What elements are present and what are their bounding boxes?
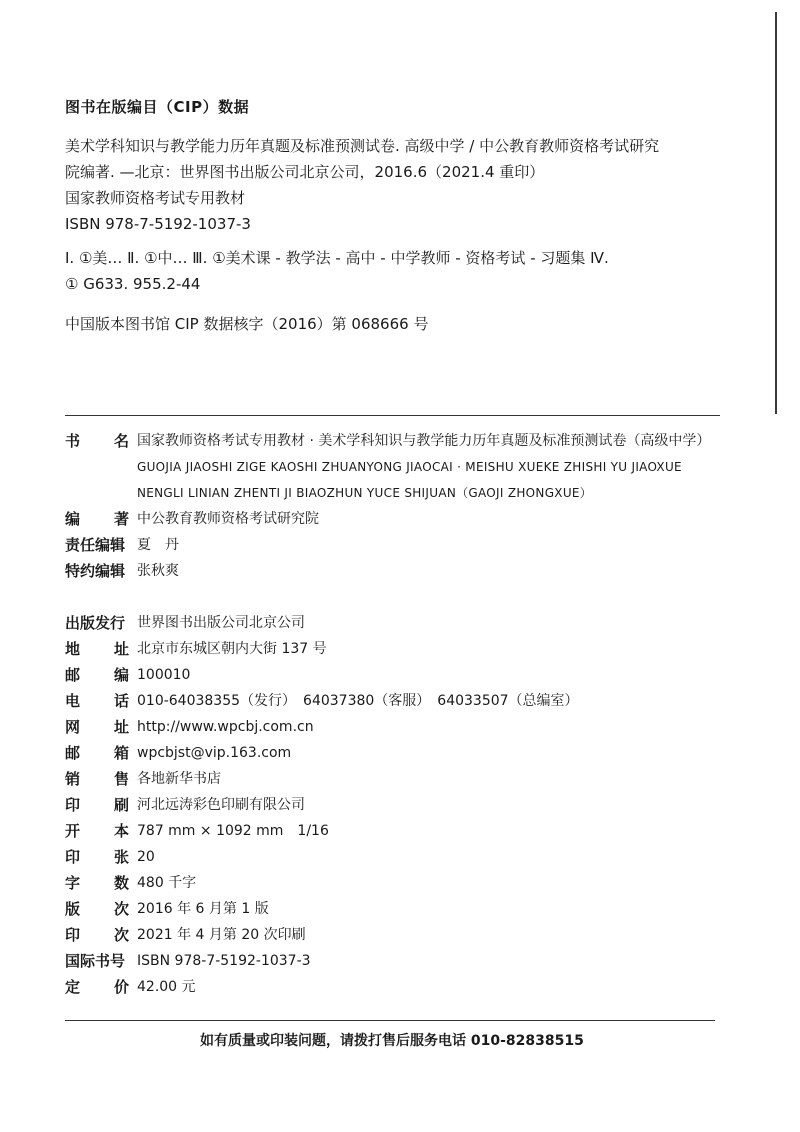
info-value: 42.00 元 — [137, 979, 196, 995]
info-value: 787 mm × 1092 mm 1/16 — [137, 823, 329, 839]
cip-line: ISBN 978-7-5192-1037-3 — [65, 215, 251, 233]
info-value: 中公教育教师资格考试研究院 — [137, 511, 319, 527]
info-row-printer — [65, 792, 765, 818]
info-row-email — [65, 740, 765, 766]
info-label: 邮 箱 — [65, 744, 129, 762]
info-value: 夏 丹 — [137, 537, 179, 553]
info-row-words — [65, 870, 765, 896]
cip-line: 国家教师资格考试专用教材 — [65, 189, 246, 207]
info-label: 邮 编 — [65, 666, 129, 684]
cip-line: ① G633. 955.2-44 — [65, 275, 201, 293]
info-label: 版 次 — [65, 900, 129, 918]
cip-line: Ⅰ. ①美… Ⅱ. ①中… Ⅲ. ①美术课 - 教学法 - 高中 - 中学教师 - 资格考试 - 习题集 Ⅳ. — [65, 249, 609, 267]
book-title-pinyin: NENGLI LINIAN ZHENTI JI BIAOZHUN YUCE SHIJUAN（GAOJI ZHONGXUE） — [137, 486, 593, 500]
info-row-publisher — [65, 610, 765, 636]
cip-block — [65, 96, 755, 337]
info-row-postcode — [65, 662, 765, 688]
info-row-price — [65, 974, 765, 1000]
info-label: 印 次 — [65, 926, 129, 944]
info-row-special-editor — [65, 558, 765, 584]
info-value: 张秋爽 — [137, 563, 179, 579]
info-label: 书 名 — [65, 432, 129, 450]
divider-bottom — [65, 1020, 715, 1021]
info-row-sales — [65, 766, 765, 792]
info-value: 各地新华书店 — [137, 771, 221, 787]
info-value: http://www.wpcbj.com.cn — [137, 719, 314, 735]
right-edge-rule — [775, 12, 777, 414]
info-label: 编 著 — [65, 510, 129, 528]
info-label: 印 张 — [65, 848, 129, 866]
info-label: 定 价 — [65, 978, 129, 996]
info-label: 网 址 — [65, 718, 129, 736]
service-hotline-notice: 如有质量或印装问题，请拨打售后服务电话 010-82838515 — [200, 1033, 584, 1049]
info-row-edition — [65, 896, 765, 922]
info-value: 20 — [137, 849, 155, 865]
info-row-book-name — [65, 428, 765, 506]
info-row-author — [65, 506, 765, 532]
cip-line: 院编著. —北京：世界图书出版公司北京公司，2016.6（2021.4 重印） — [65, 163, 545, 181]
info-label: 印 刷 — [65, 796, 129, 814]
info-label: 销 售 — [65, 770, 129, 788]
info-value: 2016 年 6 月第 1 版 — [137, 901, 269, 917]
info-label: 电 话 — [65, 692, 129, 710]
info-row-format — [65, 818, 765, 844]
cip-line: 中国版本图书馆 CIP 数据核字（2016）第 068666 号 — [65, 315, 429, 333]
info-value — [137, 428, 765, 506]
info-value: 北京市东城区朝内大街 137 号 — [137, 641, 327, 657]
info-row-phone — [65, 688, 765, 714]
cip-title: 图书在版编目（CIP）数据 — [65, 98, 250, 116]
info-label: 出版发行 — [65, 614, 126, 632]
info-row-isbn — [65, 948, 765, 974]
info-value: 010-64038355（发行） 64037380（客服） 64033507（总编室） — [137, 693, 579, 709]
info-value: ISBN 978-7-5192-1037-3 — [137, 953, 311, 969]
info-value: 480 千字 — [137, 875, 197, 891]
book-title: 国家教师资格考试专用教材 · 美术学科知识与教学能力历年真题及标准预测试卷（高级中学） — [137, 433, 711, 449]
info-value: 100010 — [137, 667, 191, 683]
info-row-address — [65, 636, 765, 662]
info-value: 2021 年 4 月第 20 次印刷 — [137, 927, 306, 943]
book-title-pinyin: GUOJIA JIAOSHI ZIGE KAOSHI ZHUANYONG JIAOCAI · MEISHU XUEKE ZHISHI YU JIAOXUE — [137, 460, 682, 474]
info-label: 国际书号 — [65, 952, 126, 970]
info-value: wpcbjst@vip.163.com — [137, 745, 292, 761]
info-value: 河北远涛彩色印刷有限公司 — [137, 797, 305, 813]
cip-line: 美术学科知识与教学能力历年真题及标准预测试卷. 高级中学 / 中公教育教师资格考试研究 — [65, 137, 660, 155]
info-label: 字 数 — [65, 874, 129, 892]
info-value: 世界图书出版公司北京公司 — [137, 615, 305, 631]
info-row-website — [65, 714, 765, 740]
info-label: 地 址 — [65, 640, 129, 658]
info-label: 责任编辑 — [65, 536, 126, 554]
info-label: 开 本 — [65, 822, 129, 840]
info-label: 特约编辑 — [65, 562, 126, 580]
divider-top — [65, 415, 720, 416]
info-row-sheets — [65, 844, 765, 870]
info-row-editor — [65, 532, 765, 558]
info-row-impression — [65, 922, 765, 948]
publication-info — [65, 428, 765, 1000]
